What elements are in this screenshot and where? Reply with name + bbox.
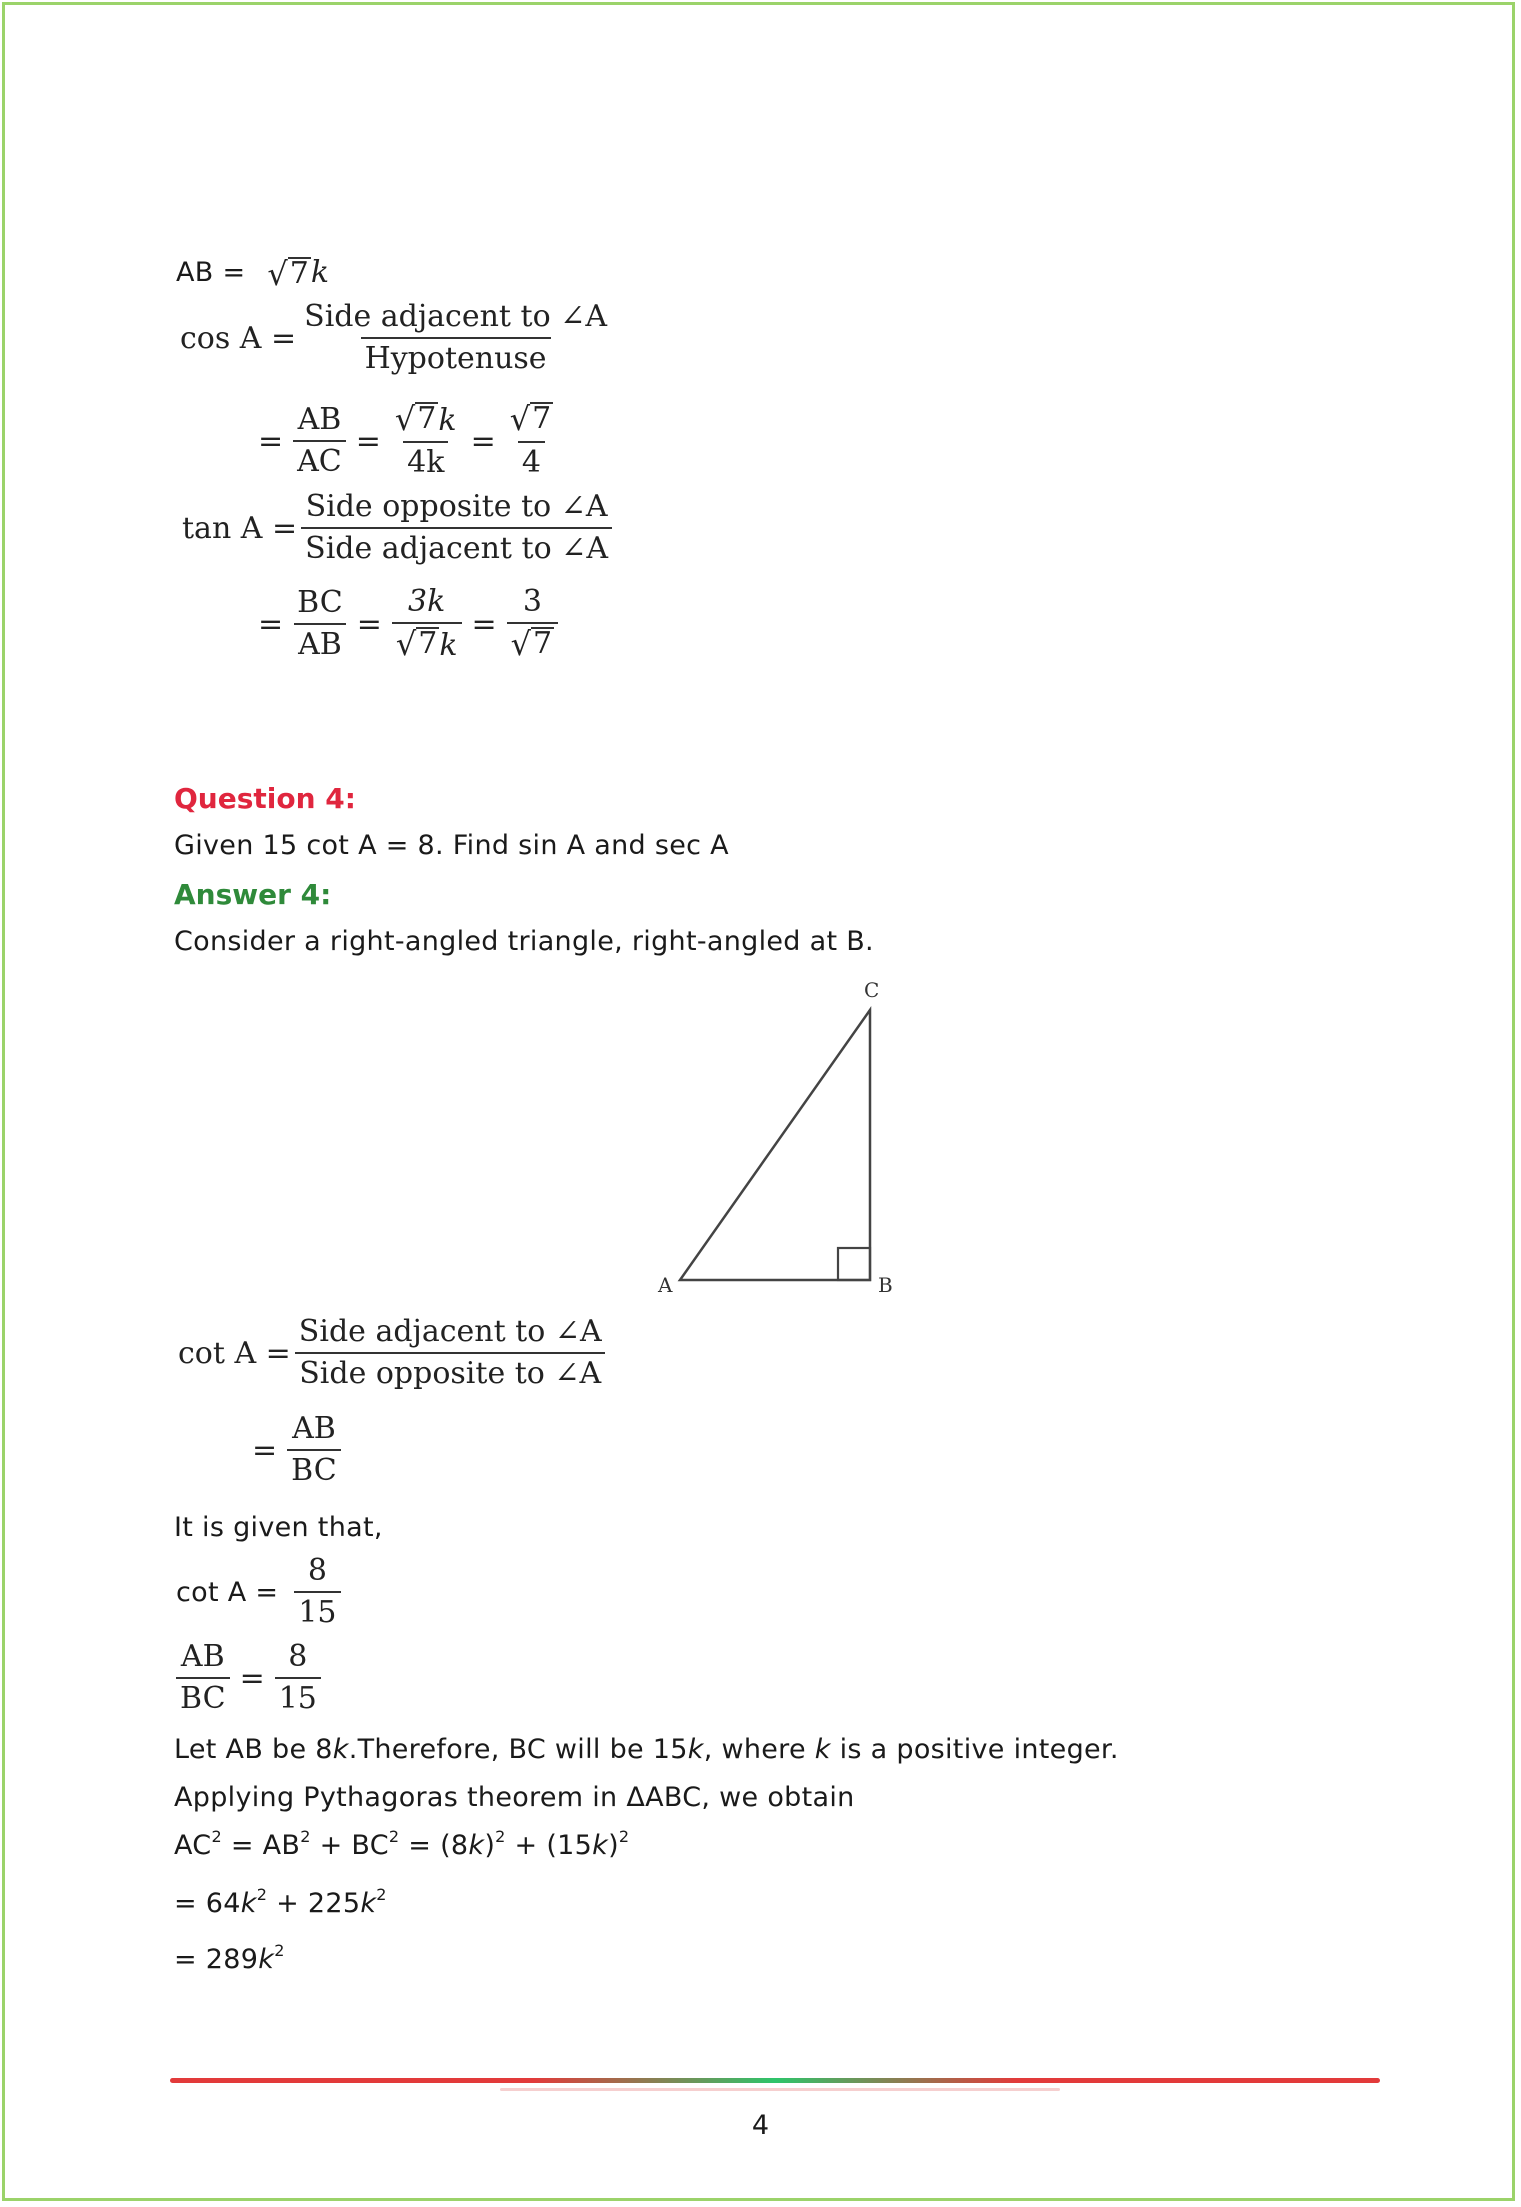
tan-definition: [182, 490, 616, 566]
cos-root7-4: √ 7 4: [509, 400, 552, 480]
cos-root7-radicand: 7: [417, 401, 437, 436]
tan-fraction: [301, 490, 612, 566]
eq1-close-2: ): [608, 1830, 619, 1861]
let-k-1: k: [332, 1734, 349, 1765]
ratio-8: 8: [288, 1639, 308, 1674]
cos-ac: AC: [293, 440, 346, 479]
eq1-8: = (8: [399, 1830, 469, 1861]
tan-numerator: Side opposite to ∠A: [305, 489, 608, 524]
ratio-lhs: [176, 1640, 230, 1716]
cos-denominator: Hypotenuse: [361, 337, 551, 376]
equation-line-3: [174, 1941, 285, 1975]
cot-ab-bc-fraction: [287, 1412, 341, 1488]
cos-definition: [180, 300, 615, 376]
cot-fraction: [295, 1315, 606, 1391]
eq2-k-2: k: [360, 1888, 377, 1919]
eq2-64: = 64: [174, 1888, 241, 1919]
cot-definition: [178, 1315, 610, 1391]
eq1-sq-5: 2: [618, 1827, 630, 1846]
eq1-sq-1: 2: [211, 1827, 222, 1846]
tan-bc-ab: [293, 586, 347, 662]
eq1-15: + (15: [505, 1830, 593, 1861]
right-angle-marker: [838, 1248, 870, 1280]
footer-rule: [170, 2078, 1380, 2083]
tan-k: k: [439, 628, 458, 663]
cot-given-fraction: [294, 1554, 340, 1630]
tan-denominator: Side adjacent to ∠A: [301, 527, 612, 566]
cos-ab: AB: [297, 402, 342, 437]
page-number: 4: [751, 2110, 770, 2141]
equation-line-1: [174, 1827, 630, 1861]
ab-k: k: [310, 255, 330, 290]
cos-evaluation: = $\frac{AB}{AC}$ = √ 7 k 4k = √ 7 4: [252, 402, 561, 480]
triangle-diagram: [640, 970, 920, 1300]
vertex-b-label: B: [878, 1273, 893, 1297]
cot-label: cot A =: [178, 1335, 291, 1371]
eq1-ab: = AB: [221, 1830, 301, 1861]
cot-given: [176, 1554, 345, 1630]
tan-result-radicand: 7: [533, 626, 553, 661]
eq2-sq-1: 2: [256, 1885, 268, 1904]
eq2-sq-2: 2: [376, 1885, 387, 1904]
tan-label: tan A =: [182, 510, 298, 546]
eq1-k-2: k: [592, 1830, 609, 1861]
tan-3: 3: [522, 584, 542, 619]
cos-numerator: Side adjacent to ∠A: [304, 299, 607, 334]
pythagoras-statement: Applying Pythagoras theorem in ΔABC, we obtain: [174, 1782, 855, 1813]
cos-k: k: [438, 403, 457, 438]
footer-rule-shadow: [500, 2088, 1060, 2091]
eq1-sq-3: 2: [388, 1827, 400, 1846]
ab-sqrt: √ 7: [267, 254, 309, 293]
given-text: It is given that,: [174, 1512, 383, 1543]
cos-fraction: [300, 300, 611, 376]
cos-result-radicand: 7: [532, 401, 552, 436]
ratio-15: 15: [275, 1677, 321, 1716]
ab-radicand: 7: [289, 255, 309, 291]
eq1-bc: + BC: [310, 1830, 389, 1861]
ab-bc-ratio: $\frac{AB}{BC}$ = $\frac{8}{15}$: [176, 1640, 325, 1716]
cos-root7k-4k: √ 7 k 4k: [394, 400, 457, 480]
cot-bc: BC: [287, 1449, 341, 1488]
cos-result-den: 4: [518, 441, 545, 480]
answer-heading: Answer 4:: [174, 878, 332, 911]
tan-root7-radicand: 7: [418, 626, 438, 661]
ab-label: AB =: [176, 257, 246, 288]
tan-3-root7: 3 √ 7: [507, 585, 558, 663]
eq3-sq: 2: [274, 1941, 285, 1960]
cos-4k: 4k: [403, 441, 448, 480]
tan-3k: 3k: [408, 584, 446, 619]
tan-evaluation: = $\frac{BC}{AB}$ = 3k √ 7 k = 3 √ 7: [252, 585, 562, 663]
cot-ab-bc: = $\frac{AB}{BC}$: [246, 1412, 345, 1488]
cot-given-den: 15: [294, 1591, 340, 1630]
cot-numerator: Side adjacent to ∠A: [298, 1314, 602, 1349]
triangle-abc: [680, 1010, 870, 1280]
cos-ab-ac: [293, 403, 346, 479]
cos-label: cos A =: [180, 320, 297, 356]
ratio-ab: AB: [180, 1639, 225, 1674]
question-text: Given 15 cot A = 8. Find sin A and sec A: [174, 830, 729, 861]
question-heading: Question 4:: [174, 782, 356, 815]
ab-equation: [176, 254, 330, 293]
tan-bc: BC: [297, 585, 343, 620]
eq1-sq-4: 2: [495, 1827, 506, 1846]
cot-ab: AB: [292, 1411, 336, 1446]
cot-denominator: Side opposite to ∠A: [295, 1352, 605, 1391]
ratio-bc: BC: [176, 1677, 230, 1716]
cot-given-label: cot A =: [176, 1576, 279, 1608]
let-part-2: .Therefore, BC will be 15: [348, 1734, 688, 1765]
let-part-1: Let AB be 8: [174, 1734, 333, 1765]
let-k-2: k: [687, 1734, 704, 1765]
let-part-4: is a positive integer.: [830, 1734, 1119, 1765]
cot-given-num: 8: [307, 1553, 327, 1588]
vertex-a-label: A: [658, 1273, 673, 1297]
vertex-c-label: C: [864, 978, 880, 1002]
eq2-k-1: k: [240, 1888, 257, 1919]
eq1-k-1: k: [468, 1830, 485, 1861]
eq3-289: = 289: [174, 1944, 259, 1975]
let-k-3: k: [814, 1734, 831, 1765]
eq1-close-1: ): [484, 1830, 496, 1861]
equation-line-2: [174, 1885, 387, 1919]
ratio-rhs: [275, 1640, 321, 1716]
tan-3k-root7k: 3k √ 7 k: [392, 585, 462, 663]
let-statement: [174, 1734, 1119, 1765]
answer-intro: Consider a right-angled triangle, right-angled at B.: [174, 926, 874, 957]
tan-ab: AB: [294, 623, 346, 662]
eq3-k: k: [258, 1944, 275, 1975]
eq2-225: + 225: [267, 1888, 361, 1919]
let-part-3: , where: [703, 1734, 815, 1765]
eq1-ac: AC: [174, 1830, 212, 1861]
eq1-sq-2: 2: [300, 1827, 311, 1846]
